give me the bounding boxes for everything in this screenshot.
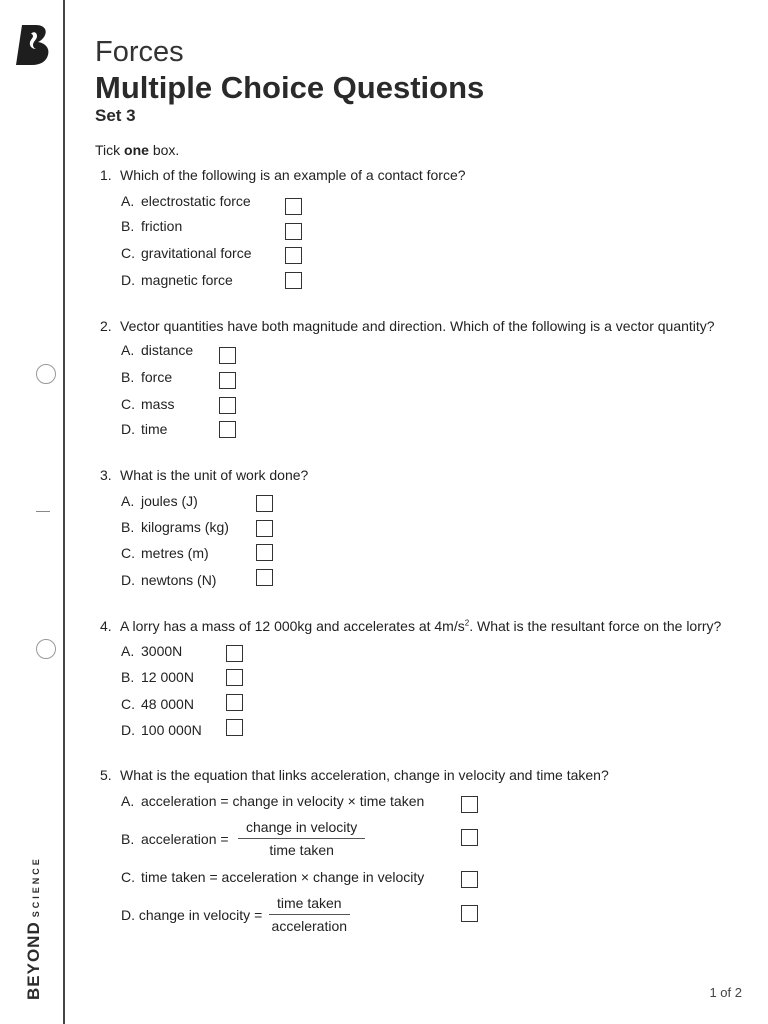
option-text: 12 000N <box>141 669 194 685</box>
option-letter: B. <box>121 218 135 234</box>
option-letter: D. <box>121 722 135 738</box>
page-number: 1 of 2 <box>709 985 742 1000</box>
question-3 <box>100 467 308 483</box>
checkbox-2a[interactable] <box>219 347 236 364</box>
checkbox-4a[interactable] <box>226 645 243 662</box>
checkbox-2b[interactable] <box>219 372 236 389</box>
fraction-numerator: time taken <box>269 895 350 915</box>
checkbox-2c[interactable] <box>219 397 236 414</box>
checkbox-1d[interactable] <box>285 272 302 289</box>
question-text: What is the unit of work done? <box>120 467 309 483</box>
option-5d <box>121 907 262 923</box>
option-text: gravitational force <box>141 245 252 261</box>
option-2d <box>121 421 167 437</box>
checkbox-1b[interactable] <box>285 223 302 240</box>
option-letter: B. <box>121 831 135 847</box>
option-text: acceleration = change in velocity × time taken <box>141 793 425 809</box>
question-text: What is the equation that links acceleration, change in velocity and time taken? <box>120 767 609 783</box>
topic-title: Forces <box>95 36 184 68</box>
option-4a <box>121 643 182 659</box>
option-letter: C. <box>121 396 135 412</box>
checkbox-5c[interactable] <box>461 871 478 888</box>
fraction-denominator: time taken <box>269 842 334 858</box>
question-text-after: . What is the resultant force on the lorry? <box>469 618 722 634</box>
question-4 <box>100 618 721 634</box>
fraction-5d <box>269 895 350 934</box>
option-text: 48 000N <box>141 696 194 712</box>
option-text: magnetic force <box>141 272 233 288</box>
option-text: friction <box>141 218 183 234</box>
fold-mark <box>36 511 50 512</box>
option-3a <box>121 493 198 509</box>
option-2c <box>121 396 174 412</box>
checkbox-2d[interactable] <box>219 421 236 438</box>
option-text: time taken = acceleration × change in velocity <box>141 869 425 885</box>
option-1b <box>121 218 182 234</box>
question-number: 1. <box>100 167 112 183</box>
question-1 <box>100 167 466 183</box>
question-number: 3. <box>100 467 112 483</box>
option-text: mass <box>141 396 175 412</box>
checkbox-3a[interactable] <box>256 495 273 512</box>
option-text: time <box>141 421 168 437</box>
option-letter: A. <box>121 793 135 809</box>
brand-word-science: SCIENCE <box>31 856 41 918</box>
brand-wordmark <box>24 856 44 1000</box>
option-text: kilograms (kg) <box>141 519 229 535</box>
question-text: Vector quantities have both magnitude and direction. Which of the following is a vector quantity? <box>120 318 715 334</box>
option-letter: B. <box>121 669 135 685</box>
option-text: 100 000N <box>141 722 202 738</box>
instruction <box>95 142 179 158</box>
checkbox-4b[interactable] <box>226 669 243 686</box>
option-3b <box>121 519 229 535</box>
option-1c <box>121 245 252 261</box>
option-text: electrostatic force <box>141 193 251 209</box>
option-letter: C. <box>121 245 135 261</box>
question-number: 4. <box>100 618 112 634</box>
checkbox-3d[interactable] <box>256 569 273 586</box>
option-5a <box>121 793 424 809</box>
question-number: 2. <box>100 318 112 334</box>
margin-line <box>63 0 65 1024</box>
option-2b <box>121 369 172 385</box>
option-letter: A. <box>121 342 135 358</box>
option-letter: D. <box>121 907 135 923</box>
option-letter: D. <box>121 421 135 437</box>
option-text: newtons (N) <box>141 572 217 588</box>
option-text: distance <box>141 342 194 358</box>
option-2a <box>121 342 193 358</box>
checkbox-5a[interactable] <box>461 796 478 813</box>
page-title: Multiple Choice Questions <box>95 70 485 105</box>
option-letter: C. <box>121 545 135 561</box>
checkbox-4c[interactable] <box>226 694 243 711</box>
option-5c <box>121 869 424 885</box>
fraction-denominator: acceleration <box>271 918 348 934</box>
instruction-emphasis: one <box>124 142 149 158</box>
option-letter: A. <box>121 493 135 509</box>
option-letter: A. <box>121 193 135 209</box>
option-text: force <box>141 369 173 385</box>
question-number: 5. <box>100 767 112 783</box>
beyond-logo-icon <box>16 25 50 65</box>
option-3c <box>121 545 209 561</box>
question-5 <box>100 767 609 783</box>
instruction-suffix: box. <box>148 142 180 158</box>
option-letter: D. <box>121 572 135 588</box>
option-letter: C. <box>121 696 135 712</box>
option-4d <box>121 722 202 738</box>
option-text: acceleration = <box>141 831 229 847</box>
instruction-prefix: Tick <box>95 142 125 158</box>
checkbox-1c[interactable] <box>285 247 302 264</box>
option-letter: B. <box>121 519 135 535</box>
option-3d <box>121 572 216 588</box>
option-text: 3000N <box>141 643 183 659</box>
option-letter: D. <box>121 272 135 288</box>
checkbox-1a[interactable] <box>285 198 302 215</box>
brand-word-beyond: BEYOND <box>24 921 43 1000</box>
question-text-superscript: 2 <box>464 618 470 628</box>
checkbox-3c[interactable] <box>256 544 273 561</box>
option-1a <box>121 193 251 209</box>
checkbox-3b[interactable] <box>256 520 273 537</box>
option-text: change in velocity = <box>138 907 263 923</box>
option-letter: C. <box>121 869 135 885</box>
checkbox-4d[interactable] <box>226 719 243 736</box>
fraction-numerator: change in velocity <box>238 819 365 839</box>
option-text: joules (J) <box>141 493 198 509</box>
option-4c <box>121 696 194 712</box>
question-2 <box>100 318 715 334</box>
checkbox-5d[interactable] <box>461 905 478 922</box>
question-text: Which of the following is an example of a contact force? <box>120 167 466 183</box>
set-label: Set 3 <box>95 106 136 125</box>
option-4b <box>121 669 194 685</box>
option-text: metres (m) <box>141 545 209 561</box>
punch-hole-bottom <box>36 639 56 659</box>
checkbox-5b[interactable] <box>461 829 478 846</box>
punch-hole-top <box>36 364 56 384</box>
fraction-5b <box>238 819 365 858</box>
option-letter: B. <box>121 369 135 385</box>
option-5b <box>121 831 229 847</box>
option-1d <box>121 272 233 288</box>
option-letter: A. <box>121 643 135 659</box>
question-text-before: A lorry has a mass of 12 000kg and accelerates at 4m/s <box>120 618 465 634</box>
